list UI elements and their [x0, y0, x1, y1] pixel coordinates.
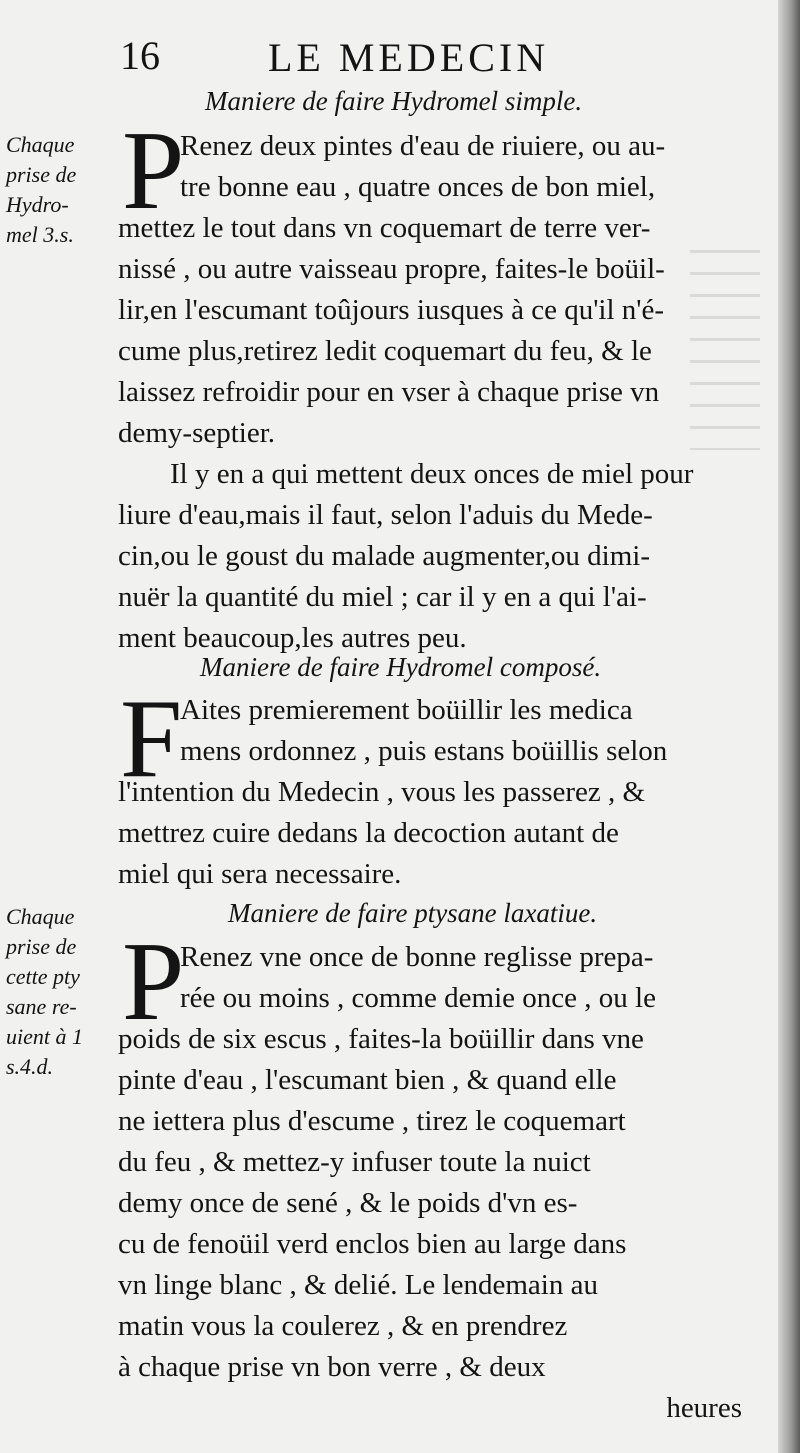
text-line: matin vous la coulerez , & en prendrez: [118, 1310, 568, 1342]
margin-note-1: [6, 130, 106, 250]
text-line: miel qui sera necessaire.: [118, 858, 402, 890]
section-3-text: [118, 937, 750, 1429]
text-line: Aites premierement boüillir les medica: [180, 694, 633, 726]
margin-note-line: cette pty: [6, 964, 80, 989]
text-line: Il y en a qui mettent deux onces de miel pour: [170, 458, 694, 490]
catchword: heures: [666, 1392, 742, 1424]
page-gutter: [778, 0, 800, 1453]
margin-note-line: Hydro-: [6, 192, 69, 217]
margin-note-2: [6, 902, 106, 1082]
section-1-text: [118, 126, 750, 659]
margin-note-line: Chaque: [6, 132, 75, 157]
text-line: cu de fenoüil verd enclos bien au large dans: [118, 1228, 627, 1260]
section-2-text: [118, 690, 750, 895]
text-line: demy once de sené , & le poids d'vn es-: [118, 1187, 578, 1219]
margin-note-line: uient à 1: [6, 1024, 83, 1049]
drop-cap-1: P: [122, 109, 185, 233]
margin-note-line: prise de: [6, 934, 77, 959]
drop-cap-2: F: [120, 677, 183, 801]
page-number: 16: [120, 33, 160, 78]
text-line: Renez vne once de bonne reglisse prepa-: [180, 941, 654, 973]
text-line: tre bonne eau , quatre onces de bon miel,: [180, 171, 656, 203]
drop-cap-3: P: [122, 920, 185, 1044]
text-line: vn linge blanc , & delié. Le lendemain au: [118, 1269, 598, 1301]
text-line: mettez le tout dans vn coquemart de terre ver-: [118, 212, 651, 244]
text-line: laissez refroidir pour en vser à chaque prise vn: [118, 376, 660, 408]
text-line: lir,en l'escumant toûjours iusques à ce qu'il n'é-: [118, 294, 665, 326]
text-line: nissé , ou autre vaisseau propre, faites-le boüil-: [118, 253, 665, 285]
margin-note-line: sane re-: [6, 994, 77, 1019]
text-line: cume plus,retirez ledit coquemart du feu, & le: [118, 335, 652, 367]
section-heading-3: Maniere de faire ptysane laxatiue.: [228, 898, 598, 928]
section-heading-2: Maniere de faire Hydromel composé.: [200, 652, 602, 682]
running-title: LE MEDECIN: [268, 35, 550, 80]
text-line: du feu , & mettez-y infuser toute la nuict: [118, 1146, 591, 1178]
text-line: cin,ou le goust du malade augmenter,ou dimi-: [118, 540, 650, 572]
text-line: Renez deux pintes d'eau de riuiere, ou au-: [180, 130, 666, 162]
text-line: nuër la quantité du miel ; car il y en a qui l'ai-: [118, 581, 647, 613]
text-line: pinte d'eau , l'escumant bien , & quand elle: [118, 1064, 617, 1096]
margin-note-line: s.4.d.: [6, 1054, 54, 1079]
margin-note-line: Chaque: [6, 904, 75, 929]
page-header: [120, 32, 620, 82]
text-line: liure d'eau,mais il faut, selon l'aduis du Mede-: [118, 499, 653, 531]
text-line: demy-septier.: [118, 417, 276, 449]
text-line: l'intention du Medecin , vous les passerez , &: [118, 776, 646, 808]
text-line: mettrez cuire dedans la decoction autant de: [118, 817, 619, 849]
margin-note-line: mel 3.s.: [6, 222, 74, 247]
text-line: ment beaucoup,les autres peu.: [118, 622, 467, 654]
text-line: rée ou moins , comme demie once , ou le: [180, 982, 656, 1014]
text-line: poids de six escus , faites-la boüillir dans vne: [118, 1023, 644, 1055]
text-line: ne iettera plus d'escume , tirez le coquemart: [118, 1105, 626, 1137]
text-line: mens ordonnez , puis estans boüillis selon: [180, 735, 668, 767]
text-line: à chaque prise vn bon verre , & deux: [118, 1351, 546, 1383]
section-heading-1: Maniere de faire Hydromel simple.: [205, 86, 583, 116]
margin-note-line: prise de: [6, 162, 77, 187]
